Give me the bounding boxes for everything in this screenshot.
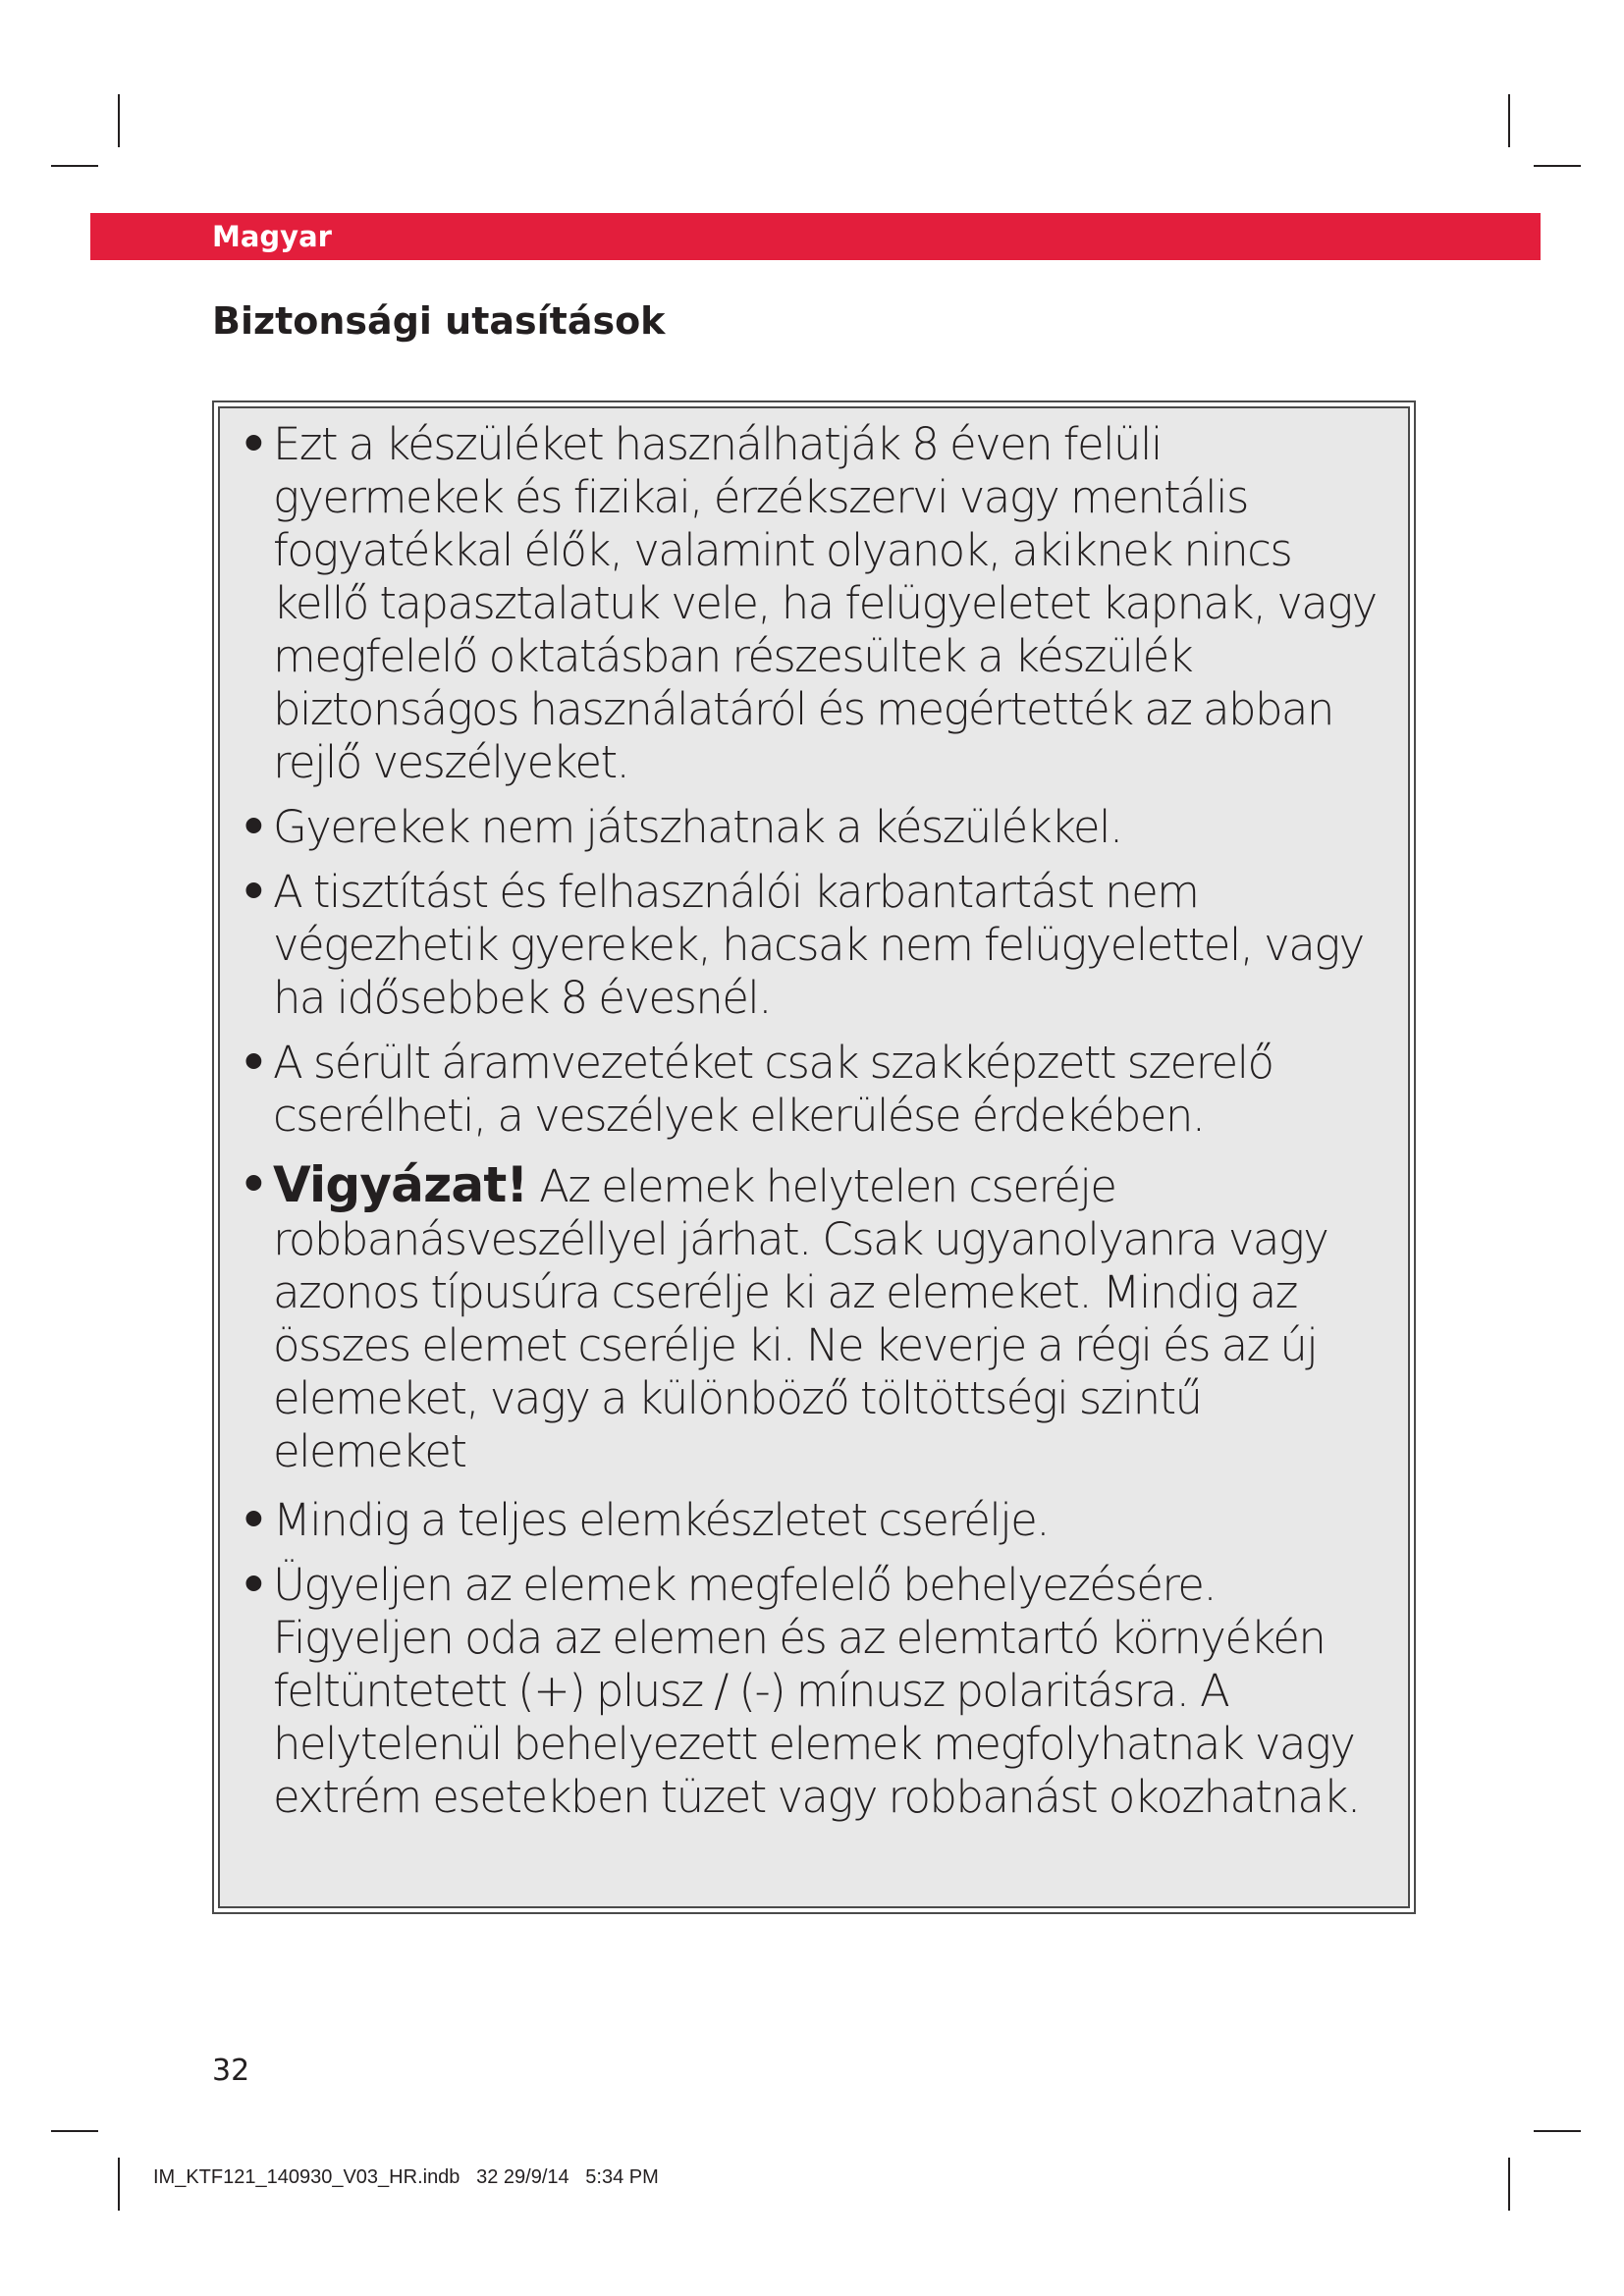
safety-item-battery-warning [240, 1158, 1392, 1478]
crop-mark-top-left-horizontal [51, 165, 98, 167]
safety-instructions-list [240, 418, 1392, 1824]
bullet-icon: • [240, 801, 267, 853]
safety-item-text: Gyerekek nem játszhatnak a készülékkel. [273, 801, 1122, 853]
crop-mark-top-left-vertical [118, 94, 120, 147]
crop-mark-bottom-left-horizontal [51, 2130, 98, 2132]
bullet-icon: • [240, 1494, 267, 1546]
section-title: Biztonsági utasítások [212, 299, 666, 343]
safety-instructions-panel [218, 406, 1410, 1908]
language-header-bar [90, 213, 1541, 260]
print-slug: IM_KTF121_140930_V03_HR.indb 32 29/9/14 5:34 PM [153, 2166, 659, 2188]
safety-instructions-box [212, 400, 1416, 1914]
language-label: Magyar [212, 220, 332, 253]
safety-item-text: A tisztítást és felhasználói karbantartást nem végezhetik gyerekek, hacsak nem felügyelettel, vagy ha idősebbek 8 évesnél. [273, 866, 1364, 1024]
crop-mark-bottom-right-horizontal [1534, 2130, 1581, 2132]
safety-item-polarity [240, 1559, 1392, 1824]
safety-item-cleaning [240, 866, 1392, 1025]
bullet-icon: • [240, 1158, 267, 1210]
bullet-icon: • [240, 418, 267, 470]
crop-mark-top-right-vertical [1508, 94, 1510, 147]
bullet-icon: • [240, 1559, 267, 1611]
safety-item-text: Ügyeljen az elemek megfelelő behelyezésére. Figyeljen oda az elemen és az elemtartó környékén feltüntetett (+) plusz / (-) mínusz polaritásra. A helytelenül behelyezett elemek megfolyhatnak vagy extrém esetekben tüzet vagy robbanást okozhatnak. [273, 1559, 1360, 1823]
page-number: 32 [212, 2054, 250, 2088]
warning-lead: Vigyázat! [273, 1156, 528, 1213]
safety-item-text: Az elemek helytelen cseréje robbanásveszéllyel járhat. Csak ugyanolyanra vagy azonos típusúra cserélje ki az elemeket. Mindig az összes elemet cserélje ki. Ne keverje a régi és az új elemeket, vagy a különböző töltöttségi szintű elemeket [273, 1160, 1328, 1477]
safety-item-full-set [240, 1494, 1392, 1547]
safety-item-children-play [240, 801, 1392, 854]
safety-item-text: A sérült áramvezetéket csak szakképzett szerelő cserélheti, a veszélyek elkerülése érdekében. [273, 1037, 1273, 1142]
safety-item-supervision [240, 418, 1392, 789]
bullet-icon: • [240, 866, 267, 918]
safety-item-power-cord [240, 1037, 1392, 1143]
crop-mark-top-right-horizontal [1534, 165, 1581, 167]
bullet-icon: • [240, 1037, 267, 1089]
crop-mark-bottom-right-vertical [1508, 2158, 1510, 2211]
safety-item-text: Ezt a készüléket használhatják 8 éven felüli gyermekek és fizikai, érzékszervi vagy mentális fogyatékkal élők, valamint olyanok, akiknek nincs kellő tapasztalatuk vele, ha felügyeletet kapnak, vagy megfelelő oktatásban részesültek a készülék biztonságos használatáról és megértették az abban rejlő veszélyeket. [273, 418, 1377, 788]
crop-mark-bottom-left-vertical [118, 2158, 120, 2211]
safety-item-text: Mindig a teljes elemkészletet cserélje. [273, 1494, 1049, 1546]
